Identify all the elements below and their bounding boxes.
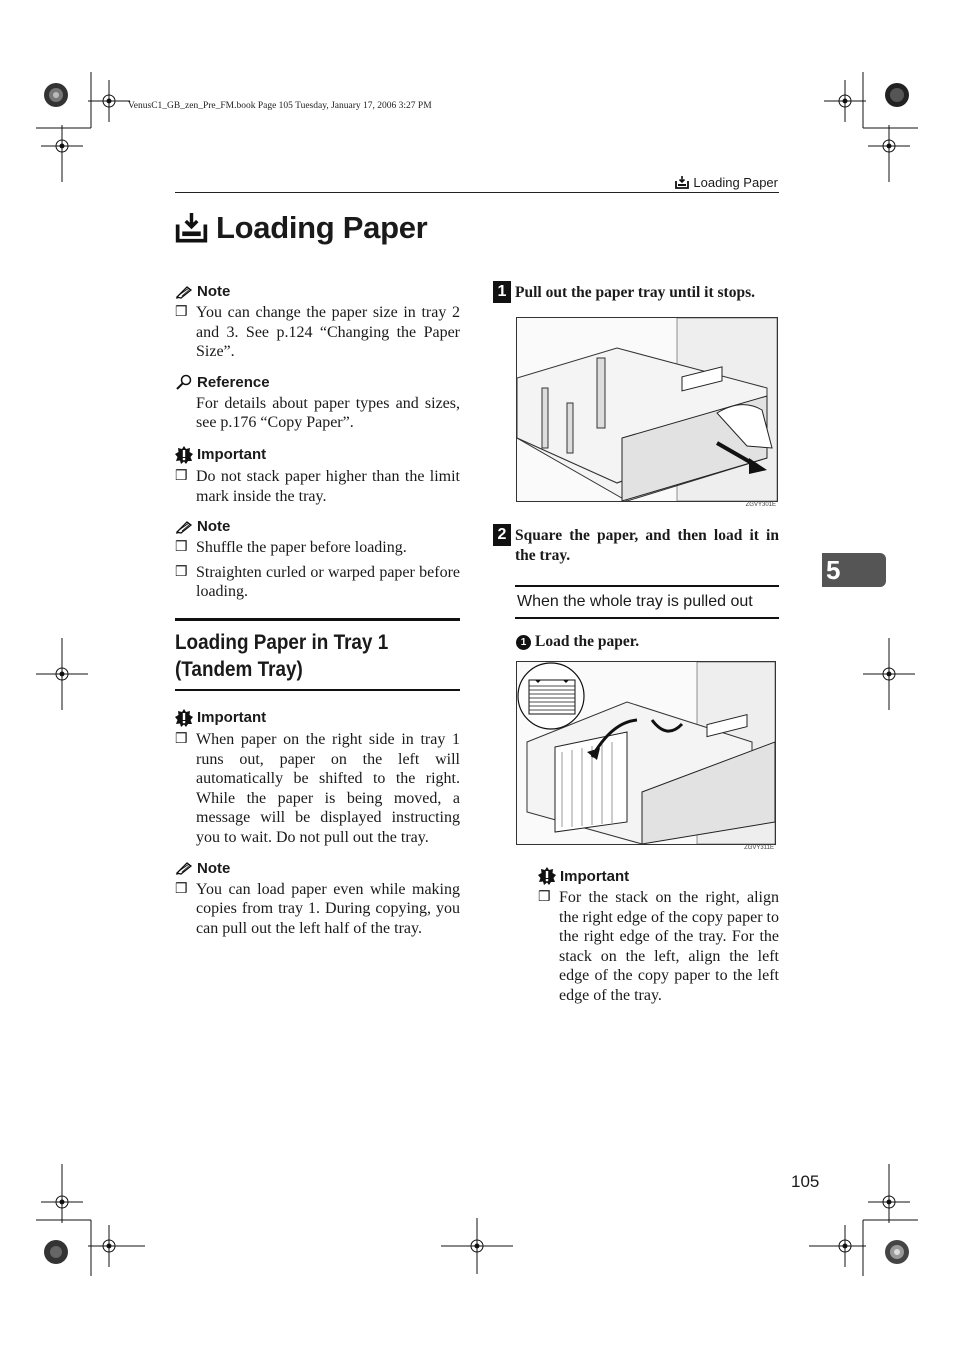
load-paper-icon (675, 176, 689, 189)
important-icon (175, 446, 193, 464)
important-item: ❒ Do not stack paper higher than the limit mark inside the tray. (175, 467, 460, 505)
note-item: ❒ Shuffle the paper before loading. (175, 539, 407, 557)
registration-mark-icon (824, 80, 866, 122)
subheading: When the whole tray is pulled out (515, 585, 779, 619)
step-1: 1 Pull out the paper tray until it stops. (493, 283, 779, 303)
checkbox-icon: ❒ (538, 890, 551, 905)
registration-mark-icon (36, 638, 88, 710)
reference-magnifier-icon (175, 374, 193, 390)
important-label: Important (175, 446, 460, 464)
header-rule (175, 192, 779, 193)
load-paper-icon (175, 213, 208, 243)
note-item: ❒ You can load paper even while making copies from tray 1. During copying, you can pull out the left half of the tray. (175, 880, 460, 937)
substep-1: 1 Load the paper. (516, 633, 779, 651)
registration-mark-icon (88, 1225, 145, 1267)
substep-number: 1 (516, 635, 531, 650)
running-head-text: Loading Paper (693, 175, 778, 190)
figure-code: ZGVY311E (744, 845, 774, 851)
note-pencil-icon (175, 520, 193, 534)
note-pencil-icon (175, 861, 193, 875)
checkbox-icon: ❒ (175, 731, 188, 747)
note-item: ❒ Straighten curled or warped paper before loading. (175, 563, 460, 601)
right-column (493, 283, 779, 1011)
load-paper-illustration (517, 662, 775, 844)
important-icon (175, 709, 193, 727)
registration-mark-icon (809, 1225, 866, 1267)
important-block (538, 867, 779, 1006)
checkbox-icon: ❒ (175, 881, 188, 897)
registration-mark-icon (88, 80, 130, 122)
step-number: 2 (493, 524, 511, 546)
registration-mark-icon (885, 83, 909, 107)
print-info: VenusC1_GB_zen_Pre_FM.book Page 105 Tuesday, January 17, 2006 3:27 PM (128, 101, 432, 111)
note-label: Note (175, 283, 460, 300)
paper-tray-figure (516, 317, 778, 502)
page-number: 105 (791, 1172, 820, 1191)
note-label: Note (175, 518, 460, 535)
page-title (175, 210, 427, 246)
checkbox-icon: ❒ (175, 305, 188, 320)
note-item: ❒ You can change the paper size in tray 2 and 3. See p.124 “Changing the Paper Size”. (175, 304, 460, 361)
load-paper-figure (516, 661, 776, 845)
note-pencil-icon (175, 285, 193, 299)
registration-mark-icon (863, 638, 915, 710)
checkbox-icon: ❒ (175, 564, 188, 580)
important-icon (538, 867, 556, 885)
page-title-text: Loading Paper (216, 210, 428, 245)
reference-label: Reference (175, 374, 460, 391)
registration-mark-icon (41, 125, 83, 167)
important-label: Important (538, 867, 779, 885)
step-number: 1 (493, 281, 511, 303)
checkbox-icon: ❒ (175, 540, 188, 556)
reference-text: For details about paper types and sizes, see p.176 “Copy Paper”. (196, 394, 460, 432)
important-item: ❒ When paper on the right side in tray 1 runs out, paper on the left will automatically be shifted to the right. While the paper is being moved, a message will be displayed instructing you to wait. Do not pull out the tray. (175, 730, 460, 846)
step-2: 2 Square the paper, and then load it in the tray. (493, 526, 779, 565)
running-head (675, 175, 778, 190)
registration-mark-icon (44, 83, 68, 107)
registration-mark-icon (885, 1240, 909, 1264)
section-title-line: (Tandem Tray) (175, 657, 303, 681)
important-item: ❒ For the stack on the right, align the right edge of the copy paper to the right edge of the tray. For the stack on the left, align the left edge of the copy paper to the left edge of the tray. (538, 889, 779, 1004)
registration-mark-icon (44, 1240, 68, 1264)
registration-mark-icon (868, 125, 910, 167)
registration-mark-icon (868, 1181, 910, 1223)
checkbox-icon: ❒ (175, 468, 188, 484)
tray-pull-illustration (517, 318, 777, 501)
registration-mark-icon (41, 1181, 83, 1223)
section-heading (175, 618, 460, 691)
chapter-tab: 5 (822, 553, 886, 587)
registration-mark-icon (441, 1218, 513, 1274)
figure-code: ZGVY301E (745, 502, 776, 508)
important-label: Important (175, 709, 460, 727)
left-column (175, 283, 460, 943)
note-label: Note (175, 860, 460, 877)
section-title-line: Loading Paper in Tray 1 (175, 630, 389, 654)
